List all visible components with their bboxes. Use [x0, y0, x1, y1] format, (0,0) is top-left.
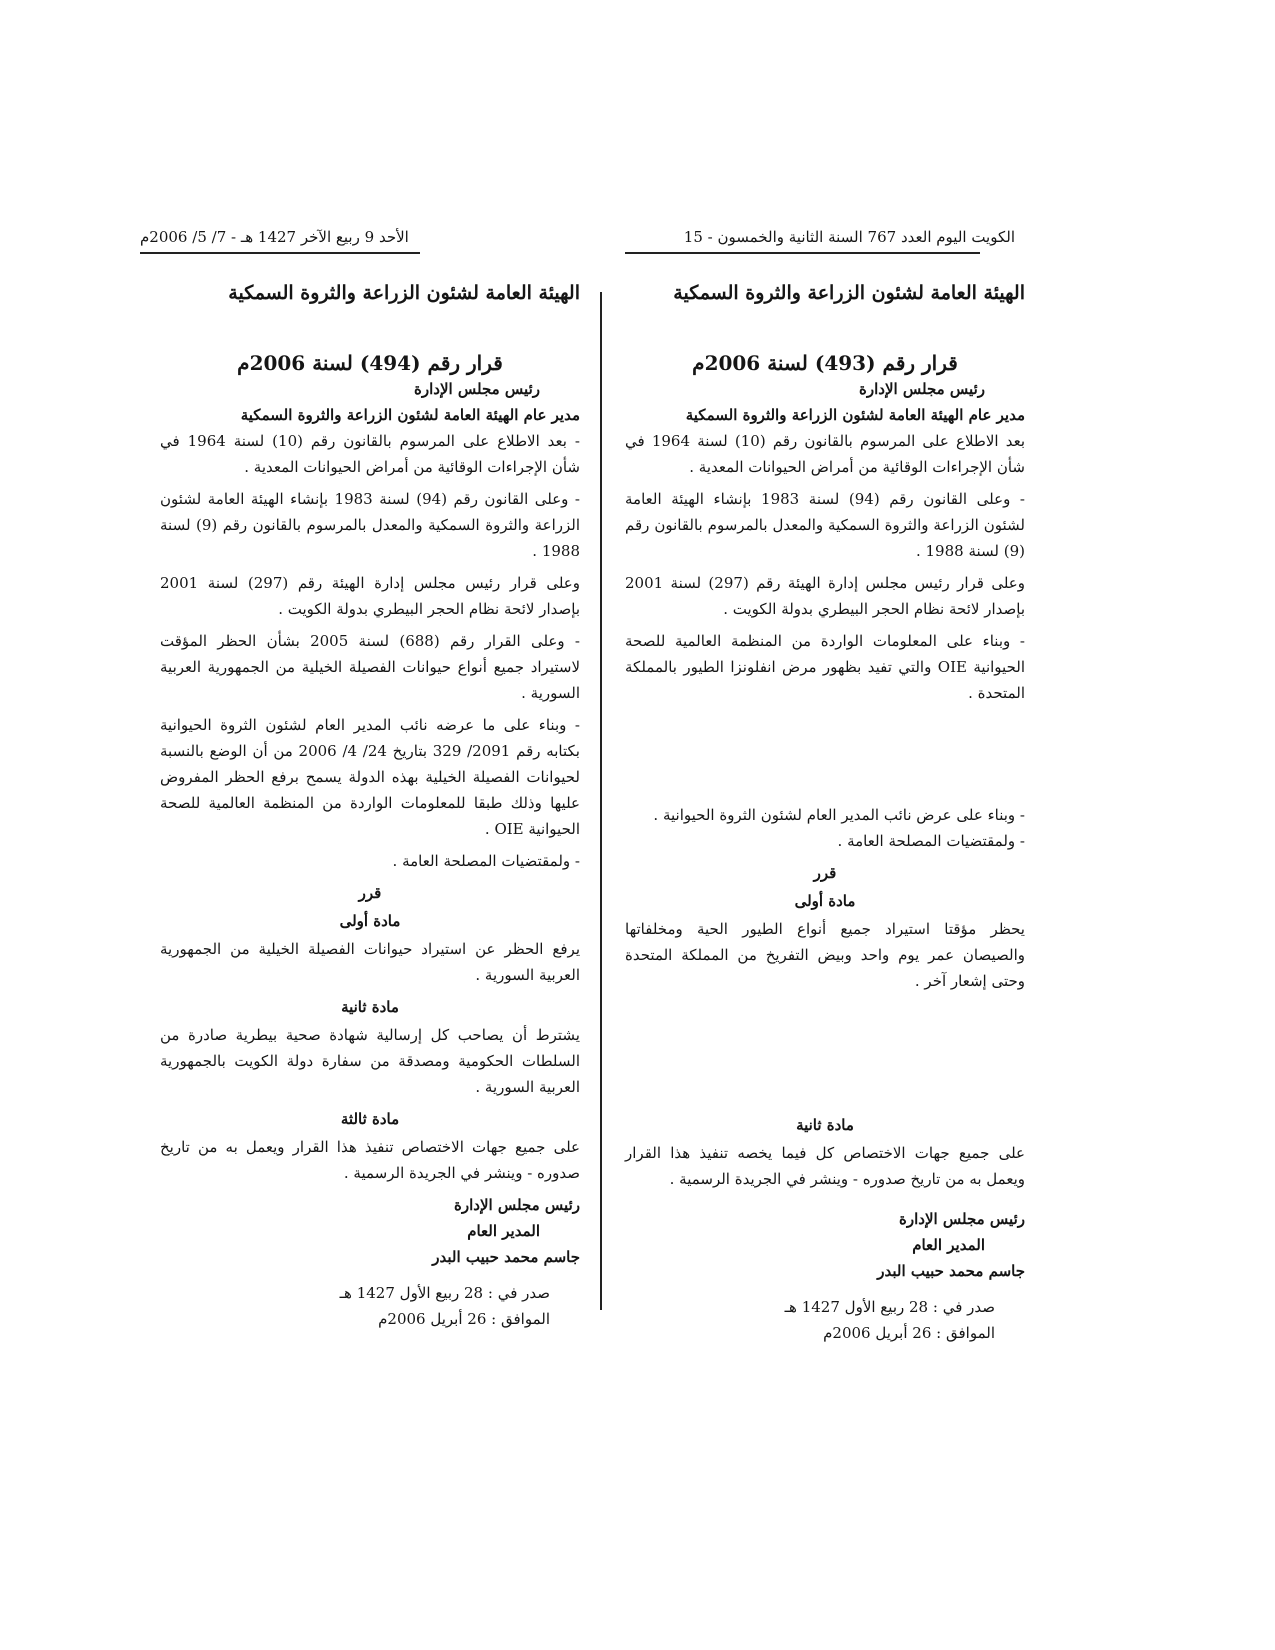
director-general-line: مدير عام الهيئة العامة لشئون الزراعة والثروة السمكية [240, 406, 580, 424]
board-chairman-line: رئيس مجلس الإدارة [859, 380, 985, 398]
preamble-paragraph: - بعد الاطلاع على المرسوم بالقانون رقم (10) لسنة 1964 في شأن الإجراءات الوقائية من أمراض الحيوانات المعدية . [160, 432, 580, 476]
preamble-paragraph: - وعلى القرار رقم (688) لسنة 2005 بشأن الحظر المؤقت لاستيراد جميع أنواع حيوانات الفصيلة الخيلية من الجمهورية العربية السورية . [160, 632, 580, 702]
director-general-line: مدير عام الهيئة العامة لشئون الزراعة والثروة السمكية [685, 406, 1025, 424]
column-divider [600, 292, 602, 1310]
article-1-text: يحظر مؤقتا استيراد جميع أنواع الطيور الحية ومخلفاتها والصيصان عمر يوم واحد وبيض التفريخ من المملكة المتحدة وحتى إشعار آخر . [625, 920, 1025, 990]
decree-493-column [625, 280, 1025, 1346]
article-2-title: مادة ثانية [341, 998, 399, 1016]
preamble-paragraph: - وعلى القانون رقم (94) لسنة 1983 بإنشاء الهيئة العامة لشئون الزراعة والثروة السمكية والمعدل بالمرسوم بالقانون رقم (9) لسنة 1988 . [160, 490, 581, 560]
preamble-paragraph: - وبناء على ما عرضه نائب المدير العام لشئون الثروة الحيوانية بكتابه رقم 2091/ 329 بتاريخ 24/ 4/ 2006 من أن الوضع بالنسبة لحيوانات الفصيلة الخيلية بهذه الدولة يسمح برفع الحظر المفروض عليها وذلك طبقا للمعلومات الواردة من المنظمة العالمية للصحة الحيوانية OIE . [160, 716, 580, 838]
article-3-title: مادة ثالثة [340, 1110, 400, 1128]
gazette-date-header: الأحد 9 ربيع الآخر 1427 هـ - 7/ 5/ 2006م [140, 228, 409, 246]
blank-space [625, 712, 1025, 802]
decree-494-column [160, 280, 580, 1332]
article-2-title: مادة ثانية [796, 1116, 854, 1134]
decided-heading: قرر [358, 884, 382, 902]
signature-role: المدير العام [912, 1236, 985, 1254]
article-2-text: يشترط أن يصاحب كل إرسالية شهادة صحية بيطرية صادرة من السلطات الحكومية ومصدقة من سفارة دولة الكويت بالجمهورية العربية السورية . [160, 1026, 580, 1096]
signature-name: جاسم محمد حبيب البدر [877, 1262, 1025, 1280]
preamble-paragraph: وعلى قرار رئيس مجلس إدارة الهيئة رقم (297) لسنة 2001 بإصدار لائحة نظام الحجر البيطري بدولة الكويت . [625, 574, 1025, 618]
preamble-paragraph: - ولمقتضيات المصلحة العامة . [837, 832, 1025, 850]
gazette-issue-header: الكويت اليوم العدد 767 السنة الثانية والخمسون - 15 [683, 228, 1015, 246]
signature-title: رئيس مجلس الإدارة [899, 1210, 1025, 1228]
issued-date: صدر في : 28 ربيع الأول 1427 هـ [339, 1284, 550, 1302]
corresponding-date: الموافق : 26 أبريل 2006م [823, 1324, 995, 1342]
preamble-paragraph: - وعلى القانون رقم (94) لسنة 1983 بإنشاء الهيئة العامة لشئون الزراعة والثروة السمكية والمعدل بالمرسوم بالقانون رقم (9) لسنة 1988 . [625, 490, 1025, 560]
header-rule-right [625, 252, 980, 254]
article-1-title: مادة أولى [794, 892, 856, 910]
article-3-text: على جميع جهات الاختصاص تنفيذ هذا القرار ويعمل به من تاريخ صدوره - وينشر في الجريدة الرسمية . [160, 1138, 580, 1182]
preamble-paragraph: - ولمقتضيات المصلحة العامة . [392, 852, 580, 870]
signature-role: المدير العام [467, 1222, 540, 1240]
signature-title: رئيس مجلس الإدارة [454, 1196, 580, 1214]
preamble-paragraph: بعد الاطلاع على المرسوم بالقانون رقم (10) لسنة 1964 في شأن الإجراءات الوقائية من أمراض الحيوانات المعدية . [625, 432, 1025, 476]
agency-heading: الهيئة العامة لشئون الزراعة والثروة السمكية [673, 282, 1025, 304]
blank-space [625, 1000, 1025, 1110]
board-chairman-line: رئيس مجلس الإدارة [414, 380, 540, 398]
decree-title: قرار رقم (493) لسنة 2006م [692, 351, 958, 375]
header-rule-left [140, 252, 420, 254]
article-2-text: على جميع جهات الاختصاص كل فيما يخصه تنفيذ هذا القرار ويعمل به من تاريخ صدوره - وينشر في الجريدة الرسمية . [625, 1144, 1025, 1188]
decree-title: قرار رقم (494) لسنة 2006م [237, 351, 503, 375]
decided-heading: قرر [813, 864, 837, 882]
preamble-paragraph: - وبناء على المعلومات الواردة من المنظمة العالمية للصحة الحيوانية OIE والتي تفيد بظهور مرض انفلونزا الطيور بالمملكة المتحدة . [625, 632, 1025, 702]
article-1-title: مادة أولى [339, 912, 401, 930]
article-1-text: يرفع الحظر عن استيراد حيوانات الفصيلة الخيلية من الجمهورية العربية السورية . [160, 940, 580, 984]
corresponding-date: الموافق : 26 أبريل 2006م [378, 1310, 550, 1328]
preamble-paragraph: - وبناء على عرض نائب المدير العام لشئون الثروة الحيوانية . [653, 806, 1025, 824]
signature-name: جاسم محمد حبيب البدر [432, 1248, 580, 1266]
preamble-paragraph: وعلى قرار رئيس مجلس إدارة الهيئة رقم (297) لسنة 2001 بإصدار لائحة نظام الحجر البيطري بدولة الكويت . [160, 574, 580, 618]
issue-dates [160, 1280, 580, 1332]
agency-heading: الهيئة العامة لشئون الزراعة والثروة السمكية [228, 282, 580, 304]
issued-date: صدر في : 28 ربيع الأول 1427 هـ [784, 1298, 995, 1316]
issue-dates [625, 1294, 1025, 1346]
